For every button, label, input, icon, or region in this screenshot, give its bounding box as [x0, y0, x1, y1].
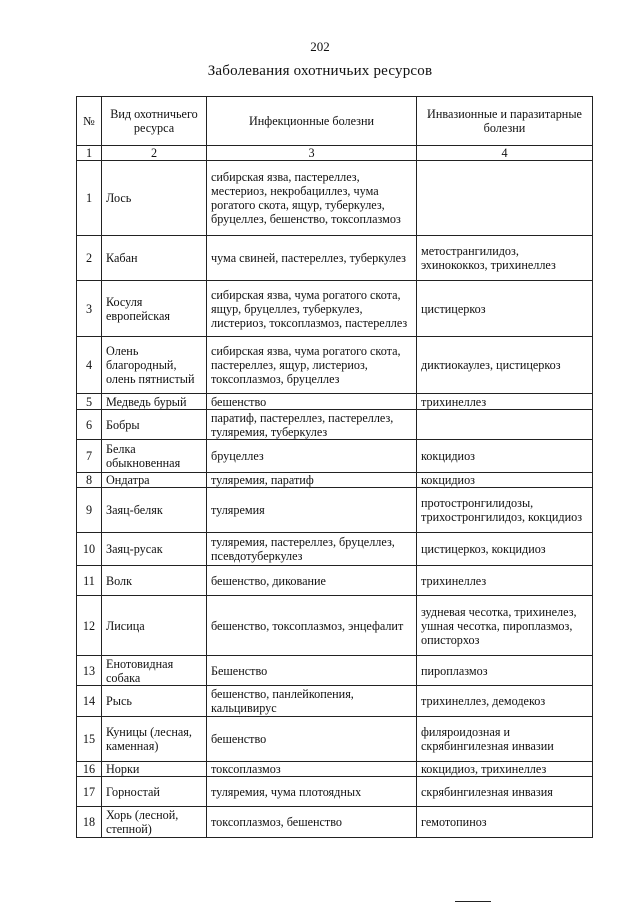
species-cell: Рысь: [102, 686, 207, 717]
invasive-cell: зудневая чесотка, трихинелез, ушная чесотка, пироплазмоз, описторхоз: [417, 596, 593, 656]
species-cell: Бобры: [102, 410, 207, 440]
invasive-cell: цистицеркоз, кокцидиоз: [417, 533, 593, 566]
infectious-cell: бруцеллез: [207, 440, 417, 473]
row-number: 14: [77, 686, 102, 717]
header-invasive: Инвазионные и паразитарные болезни: [417, 97, 593, 146]
species-cell: Косуля европейская: [102, 281, 207, 337]
table-row: [77, 807, 593, 838]
infectious-cell: паратиф, пастереллез, пастереллез, туляремия, туберкулез: [207, 410, 417, 440]
invasive-cell: трихинеллез, демодекоз: [417, 686, 593, 717]
row-number: 4: [77, 337, 102, 394]
infectious-cell: бешенство: [207, 717, 417, 762]
invasive-cell: филяроидозная и скрябингилезная инвазии: [417, 717, 593, 762]
row-number: 6: [77, 410, 102, 440]
invasive-cell: [417, 410, 593, 440]
invasive-cell: кокцидиоз: [417, 473, 593, 488]
infectious-cell: бешенство, токсоплазмоз, энцефалит: [207, 596, 417, 656]
infectious-cell: сибирская язва, чума рогатого скота, ящур, бруцеллез, туберкулез, листериоз, токсоплазмоз, пастереллез: [207, 281, 417, 337]
table-row: [77, 161, 593, 236]
invasive-cell: кокцидиоз: [417, 440, 593, 473]
row-number: 13: [77, 656, 102, 686]
table-row: [77, 473, 593, 488]
species-cell: Хорь (лесной, степной): [102, 807, 207, 838]
column-number: 2: [102, 146, 207, 161]
infectious-cell: чума свиней, пастереллез, туберкулез: [207, 236, 417, 281]
row-number: 2: [77, 236, 102, 281]
infectious-cell: туляремия: [207, 488, 417, 533]
table-row: [77, 440, 593, 473]
diseases-table: [76, 96, 593, 838]
invasive-cell: протостронгилидозы, трихостронгилидоз, кокцидиоз: [417, 488, 593, 533]
invasive-cell: метострангилидоз, эхинококкоз, трихинеллез: [417, 236, 593, 281]
infectious-cell: бешенство, дикование: [207, 566, 417, 596]
species-cell: Куницы (лесная, каменная): [102, 717, 207, 762]
column-number-row: [77, 146, 593, 161]
row-number: 16: [77, 762, 102, 777]
species-cell: Заяц-русак: [102, 533, 207, 566]
table-row: [77, 762, 593, 777]
invasive-cell: цистицеркоз: [417, 281, 593, 337]
species-cell: Горностай: [102, 777, 207, 807]
species-cell: Норки: [102, 762, 207, 777]
table-row: [77, 596, 593, 656]
row-number: 11: [77, 566, 102, 596]
invasive-cell: трихинеллез: [417, 566, 593, 596]
column-number: 3: [207, 146, 417, 161]
species-cell: Лось: [102, 161, 207, 236]
infectious-cell: бешенство: [207, 394, 417, 410]
invasive-cell: скрябингилезная инвазия: [417, 777, 593, 807]
row-number: 18: [77, 807, 102, 838]
infectious-cell: туляремия, пастереллез, бруцеллез, псевдотуберкулез: [207, 533, 417, 566]
header-species: Вид охотничьего ресурса: [102, 97, 207, 146]
infectious-cell: токсоплазмоз, бешенство: [207, 807, 417, 838]
species-cell: Волк: [102, 566, 207, 596]
row-number: 10: [77, 533, 102, 566]
row-number: 9: [77, 488, 102, 533]
row-number: 5: [77, 394, 102, 410]
species-cell: Белка обыкновенная: [102, 440, 207, 473]
species-cell: Енотовидная собака: [102, 656, 207, 686]
table-row: [77, 236, 593, 281]
row-number: 17: [77, 777, 102, 807]
row-number: 8: [77, 473, 102, 488]
infectious-cell: туляремия, паратиф: [207, 473, 417, 488]
species-cell: Заяц-беляк: [102, 488, 207, 533]
invasive-cell: гемотопиноз: [417, 807, 593, 838]
table-row: [77, 337, 593, 394]
table-row: [77, 777, 593, 807]
species-cell: Лисица: [102, 596, 207, 656]
infectious-cell: туляремия, чума плотоядных: [207, 777, 417, 807]
infectious-cell: сибирская язва, чума рогатого скота, пастереллез, ящур, листериоз, токсоплазмоз, бруцеллез: [207, 337, 417, 394]
table-row: [77, 686, 593, 717]
table-row: [77, 656, 593, 686]
footer-rule: [455, 901, 491, 902]
page-title: Заболевания охотничьих ресурсов: [207, 63, 433, 79]
table-row: [77, 488, 593, 533]
header-infectious: Инфекционные болезни: [207, 97, 417, 146]
table-row: [77, 717, 593, 762]
invasive-cell: пироплазмоз: [417, 656, 593, 686]
infectious-cell: сибирская язва, пастереллез, местериоз, некробациллез, чума рогатого скота, ящур, туберкулез, бруцеллез, бешенство, токсоплазмоз: [207, 161, 417, 236]
page-number: 202: [310, 39, 330, 54]
invasive-cell: трихинеллез: [417, 394, 593, 410]
invasive-cell: диктиокаулез, цистицеркоз: [417, 337, 593, 394]
table-row: [77, 566, 593, 596]
table-row: [77, 410, 593, 440]
invasive-cell: [417, 161, 593, 236]
header-row: [77, 97, 593, 146]
species-cell: Олень благородный, олень пятнистый: [102, 337, 207, 394]
row-number: 15: [77, 717, 102, 762]
invasive-cell: кокцидиоз, трихинеллез: [417, 762, 593, 777]
column-number: 4: [417, 146, 593, 161]
species-cell: Медведь бурый: [102, 394, 207, 410]
species-cell: Кабан: [102, 236, 207, 281]
column-number: 1: [77, 146, 102, 161]
table-row: [77, 533, 593, 566]
table-row: [77, 281, 593, 337]
table-body: [77, 161, 593, 838]
infectious-cell: Бешенство: [207, 656, 417, 686]
header-num: №: [77, 97, 102, 146]
infectious-cell: токсоплазмоз: [207, 762, 417, 777]
infectious-cell: бешенство, панлейкопения, кальцивирус: [207, 686, 417, 717]
table-row: [77, 394, 593, 410]
species-cell: Ондатра: [102, 473, 207, 488]
row-number: 12: [77, 596, 102, 656]
row-number: 7: [77, 440, 102, 473]
row-number: 1: [77, 161, 102, 236]
row-number: 3: [77, 281, 102, 337]
